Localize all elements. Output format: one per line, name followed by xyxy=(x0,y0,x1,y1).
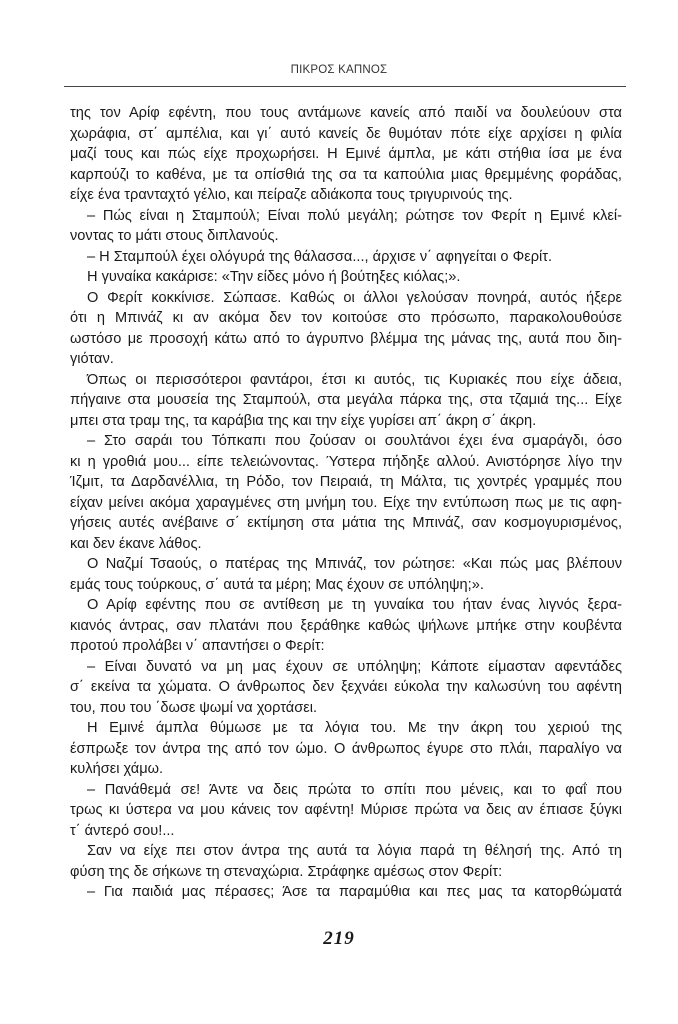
text-line: του, που του ΄δωσε ψωμί να χορτάσει. xyxy=(70,699,318,716)
text-line: κυλήσει χάμω. xyxy=(70,761,164,777)
text-line: έσπρωξε τον άντρα της από τον ώμο. Ο άνθρωπος έγυρε στο πλάι, παραλίγο να xyxy=(70,740,622,757)
text-line: ωστόσο με προσοχή κάτω από το άγρυπνο βλέμμα της μάνας της, αυτά που διη- xyxy=(70,330,622,347)
text-line: ότι η Μπινάζ κι αν ακόμα δεν τον κοιτούσε στο πρόσωπο, παρακολουθούσε xyxy=(70,310,622,326)
text-line: – Η Σταμπούλ έχει ολόγυρά της θάλασσα..., άρχισε ν΄ αφηγείται ο Φερίτ. xyxy=(87,248,553,265)
text-line: μπει στα τραμ της, τα καράβια της και την είχε γυρίσει απ΄ άκρη σ΄ άκρη. xyxy=(70,412,537,429)
text-line: κιανός άντρας, σαν πλατάνι που ξεράθηκε καθώς ψήλωνε μπήκε στην κουβέντα xyxy=(70,617,622,634)
text-line: μαζί τους και πώς είχε προχωρήσει. Η Εμινέ άμπλα, με κάτι στήθια ίσα με ένα xyxy=(70,146,622,162)
text-line: τρως κι ύστερα να μου κάνεις τον αφέντη! Μύρισε πρώτα να δεις αν έπιασε ξύγκι xyxy=(70,802,622,818)
text-line: προτού προλάβει ν΄ απαντήσει ο Φερίτ: xyxy=(70,638,325,654)
text-line: της τον Αρίφ εφέντη, που τους αντάμωνε κανείς από παιδί να δουλεύουν στα xyxy=(70,105,622,121)
text-line: – Είναι δυνατό να μη μας έχουν σε υπόληψη; Κάποτε είμασταν αφεντάδες xyxy=(87,658,622,675)
page-number: 219 xyxy=(323,928,355,949)
running-header: ΠΙΚΡΟΣ ΚΑΠΝΟΣ xyxy=(290,64,388,76)
page-body-text xyxy=(70,103,622,903)
text-line: Ο Αρίφ εφέντης που σε αντίθεση με τη γυναίκα του ήταν ένας λιγνός ξερα- xyxy=(87,597,622,613)
text-line: κι η γροθιά μου... είπε τελειώνοντας. Ύστερα πήδηξε αλλού. Ανιστόρησε λίγο την xyxy=(70,453,622,470)
text-line: γήσεις αυτές ανέβαινε σ΄ εκτίμηση στα μάτια της Μπινάζ, σαν κοσμογυρισμένος, xyxy=(70,515,622,531)
text-line: – Για παιδιά μας πέρασες; Άσε τα παραμύθια και πες μας τα κατορθώματά xyxy=(87,884,622,900)
text-line: νοντας το μάτι στους διπλανούς. xyxy=(70,228,279,244)
header-rule xyxy=(64,86,626,87)
text-line: Όπως οι περισσότεροι φαντάροι, έτσι κι αυτός, τις Κυριακές που είχε άδεια, xyxy=(87,371,622,388)
text-line: σ΄ εκείνα τα χώματα. Ο άνθρωπος δεν ξεχνάει εύκολα την καλωσύνη του αφέντη xyxy=(70,679,622,695)
text-line: καρπούζι το καθένα, με τα οπίσθιά της σα τα καπούλια μιας θρεμμένης φοράδας, xyxy=(70,166,622,183)
text-line: είχαν μείνει ακόμα χαραγμένες στη μνήμη του. Είχε την εντύπωση πως με τις αφη- xyxy=(70,494,622,511)
text-line: – Στο σαράι του Τόπκαπι που ζούσαν οι σουλτάνοι έχει ένα σμαράγδι, όσο xyxy=(87,433,622,449)
text-line: Ο Φερίτ κοκκίνισε. Σώπασε. Καθώς οι άλλοι γελούσαν πονηρά, αυτός ήξερε xyxy=(87,289,622,306)
text-line: Η γυναίκα κακάρισε: «Την είδες μόνο ή βούτηξες κιόλας;». xyxy=(87,269,461,285)
text-line: είχε ένα τρανταχτό γέλιο, και πείραζε αδιάκοπα τους τριγυρινούς της. xyxy=(70,187,513,203)
text-line: – Πώς είναι η Σταμπούλ; Είναι πολύ μεγάλη; ρώτησε τον Φερίτ η Εμινέ κλεί- xyxy=(87,207,622,224)
text-line: φύση της δε σήκωνε τη στεναχώρια. Στράφηκε αμέσως στον Φερίτ: xyxy=(70,863,503,880)
text-line: Η Εμινέ άμπλα θύμωσε με τα λόγια του. Με την άκρη του χεριού της xyxy=(87,720,622,736)
text-line: εμάς τους τούρκους, σ΄ αυτά τα μέρη; Μας έχουν σε υπόληψη;». xyxy=(70,576,484,593)
text-line: Ίζμιτ, τα Δαρδανέλλια, τη Ρόδο, τον Πειραιά, τη Μάλτα, τις χοντρές γραμμές που xyxy=(70,474,622,490)
text-line: Ο Ναζμί Τσαούς, ο πατέρας της Μπινάζ, τον ρώτησε: «Και πώς μας βλέπουν xyxy=(87,556,622,572)
text-line: τ΄ άντερό σου!... xyxy=(70,822,175,839)
text-line: – Πανάθεμά σε! Άντε να δεις πρώτα το σπίτι που μένεις, και το φαΐ που xyxy=(87,781,622,798)
text-line: γιόταν. xyxy=(70,351,114,367)
text-line: χωράφια, στ΄ αμπέλια, και γι΄ αυτό κανείς δε θυμόταν πότε είχε αρχίσει η φιλία xyxy=(70,125,622,142)
text-line: πήγαινε στα μουσεία της Σταμπούλ, στα μεγάλα πάρκα της, στα τζαμιά της... Είχε xyxy=(70,392,622,408)
text-line: και δεν έκανε λάθος. xyxy=(70,535,202,552)
text-line: Σαν να είχε πει στον άντρα της αυτά τα λόγια παρά τη θέλησή της. Από τη xyxy=(87,843,622,859)
